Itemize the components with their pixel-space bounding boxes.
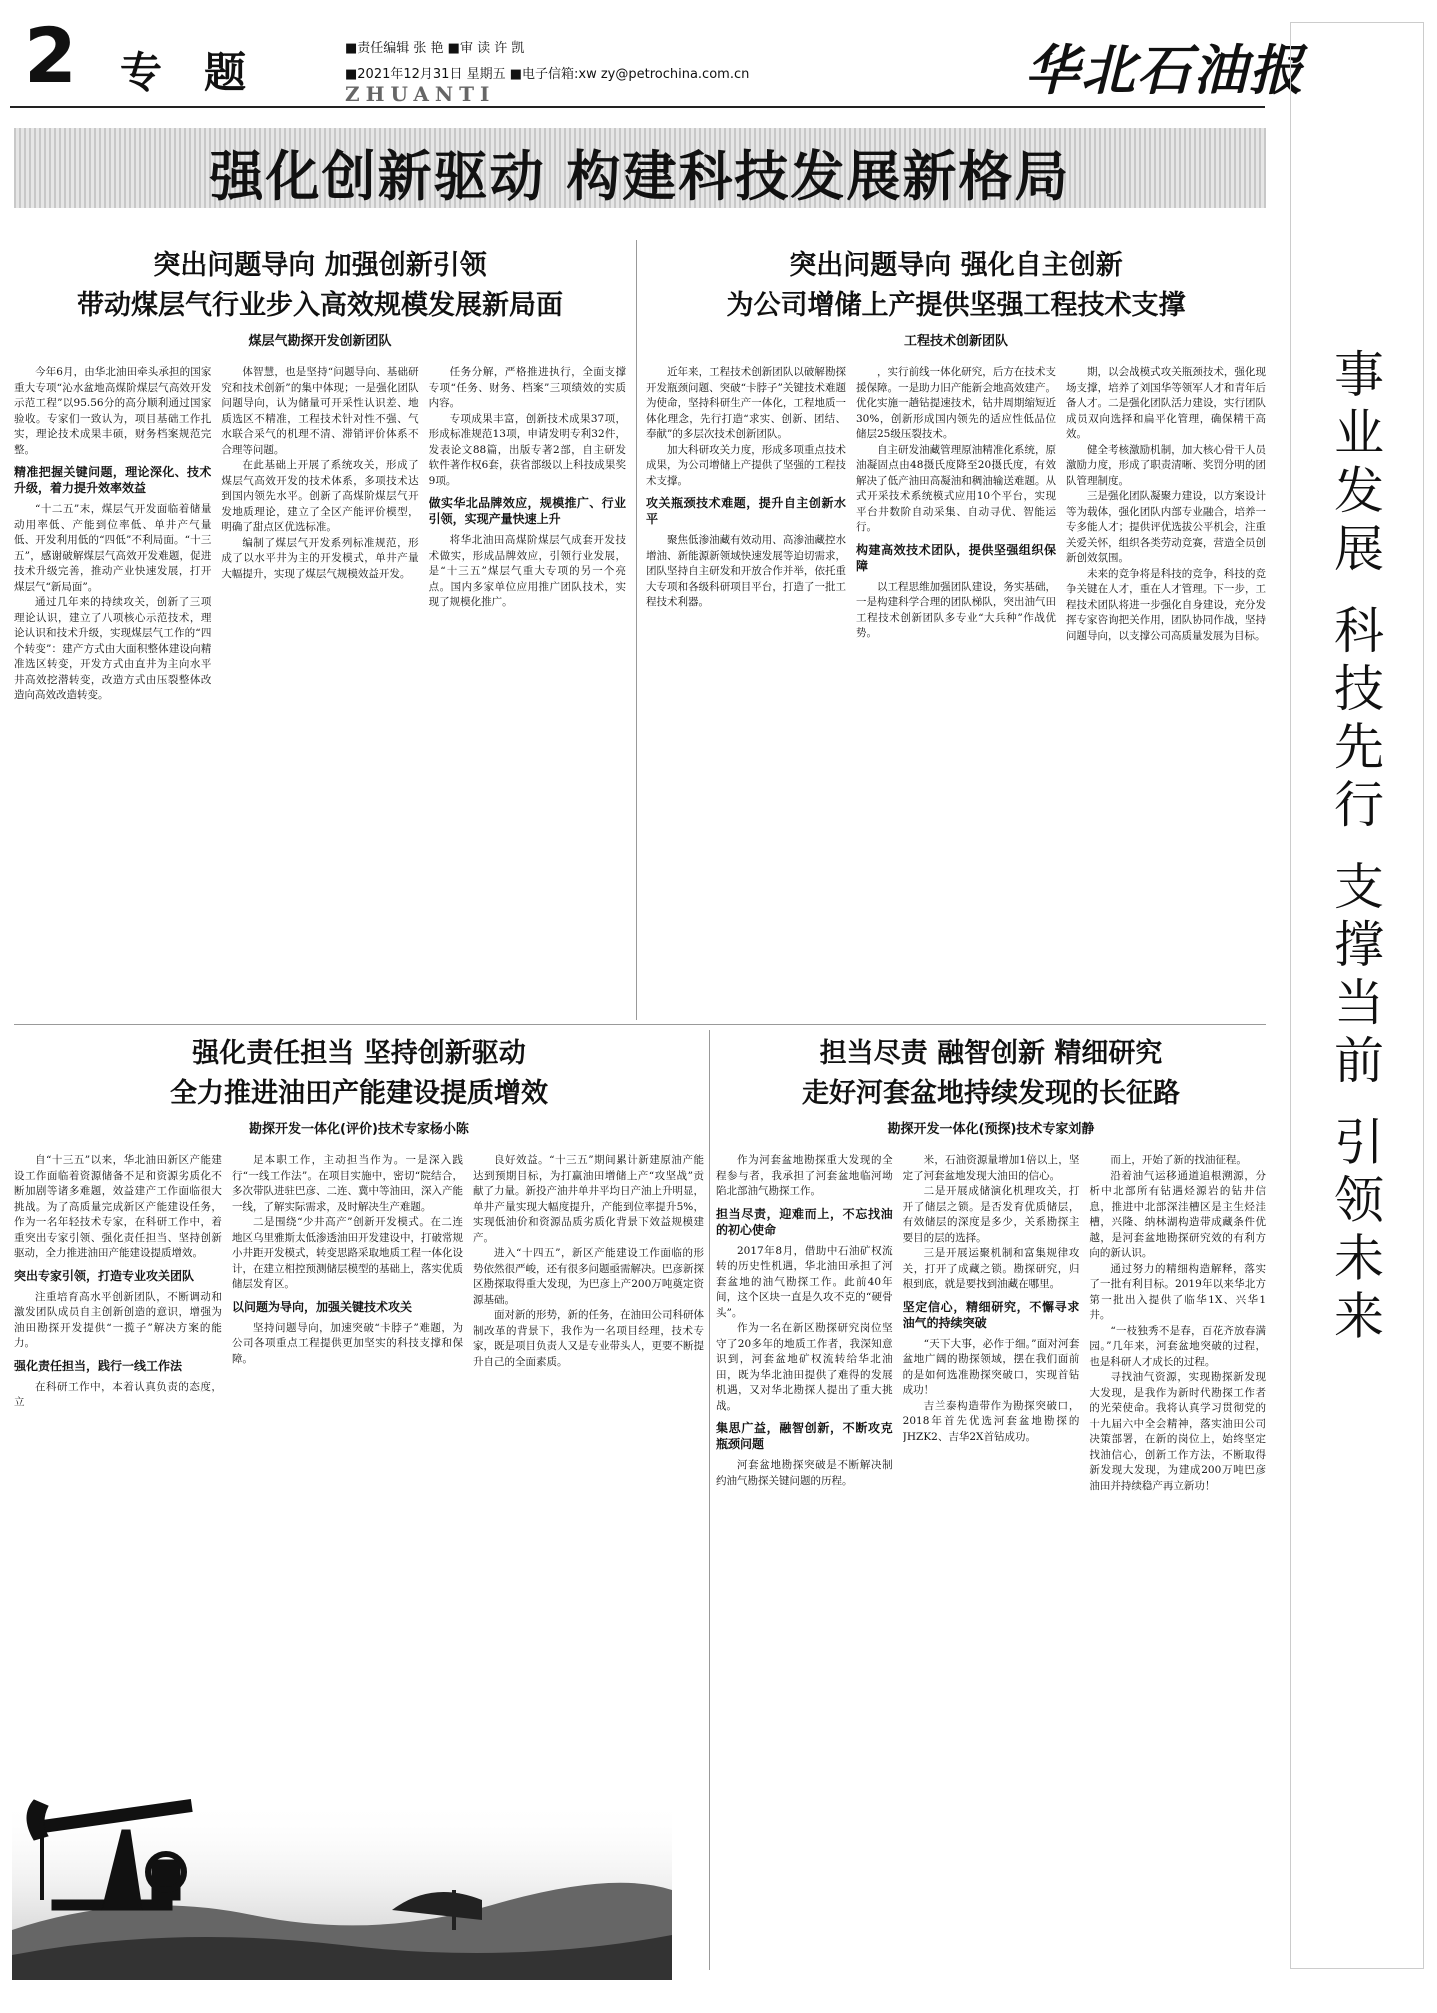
subheading: 坚定信心，精细研究，不懈寻求油气的持续突破 [902,1299,1080,1330]
headline-line1: 突出问题导向 加强创新引领 [153,250,487,281]
paragraph: 三是开展运聚机制和富集规律攻关，打开了成藏之锁。勘探研究，归根到底，就是要找到油藏在哪里。 [902,1247,1080,1290]
paragraph: 专项成果丰富，创新技术成果37项，形成标准规范13项，申请发明专利32件，发表论文88篇，出版专著2部，自主研发软件著作权6套，获省部级以上科技成果奖9项。 [428,412,626,487]
section-title: 专题 [120,48,289,97]
section-divider [14,1024,1266,1025]
body-column [1089,1153,1266,2013]
body-column [903,1153,1080,2013]
paragraph: 未来的竞争将是科技的竞争，科技的竞争关键在人才，重在人才管理。下一步，工程技术团队将进一步强化自身建设，充分发挥专家咨询把关作用，团队协同作战，坚持问题导向，以支撑公司高质量发展为目标。 [1066,567,1266,642]
paragraph: 沿着油气运移通道追根溯源，分析中北部所有钻遇烃源岩的钻井信息，推进中北部深洼槽区是主生烃洼槽，兴隆、纳林湖构造带成藏条件优越，是河套盆地勘探研究效的有利方向的新认识。 [1089,1169,1267,1259]
paragraph: 二是围绕“少井高产”创新开发模式。在二连地区乌里雅斯太低渗透油田开发建设中，打破常规小井距开发模式，转变思路采取地质工程一体化设计，在建立相控预测储层模型的基础上，落实优质储层发育区。 [231,1216,463,1290]
paragraph: 米，石油资源量增加1倍以上，坚定了河套盆地发现大油田的信心。 [902,1154,1080,1182]
paragraph: “天下大事，必作于细。”面对河套盆地广阔的勘探领域，摆在我们面前的是如何选准勘探突破口，实现首钻成功！ [902,1337,1080,1396]
subheading: 攻关瓶颈技术难题，提升自主创新水平 [646,496,846,526]
article-byline: 煤层气勘探开发创新团队 [248,334,392,349]
article-hetao-basin [716,1034,1266,2013]
paragraph: 在科研工作中，本着认真负责的态度，立 [14,1380,222,1408]
subheading: 做实华北品牌效应，规模推广、行业引领，实现产量快速上升 [428,496,626,526]
paragraph: 以工程思维加强团队建设，务实基础，一是构建科学合理的团队梯队，突出油气田工程技术创新团队多专业“大兵种”作战优势。 [856,580,1056,639]
paragraph: 将华北油田高煤阶煤层气成套开发技术做实，形成品牌效应，引领行业发展，是“十三五”煤层气重大专项的另一个亮点。国内多家单位应用推广团队技术，实现了规模化推广。 [428,534,626,608]
article-headline [14,1034,704,1114]
paragraph: 自“十三五”以来，华北油田新区产能建设工作面临着资源储备不足和资源劣质化不断加剧等诸多难题，效益建产工作面临很大挑战。为了高质量完成新区产能建设任务，作为一名年轻技术专家，在科研工作中，着重突出专家引领、强化责任担当、坚持创新驱动，全力推进油田产能建设提质增效。 [14,1154,222,1259]
paragraph: 今年6月，由华北油田牵头承担的国家重大专项“沁水盆地高煤阶煤层气高效开发示范工程”以95.56分的高分顺利通过国家验收。专家们一致认为，项目基础工作扎实，理论技术成果丰硕，财务档案规范完整。 [14,366,212,456]
article-byline: 勘探开发一体化(评价)技术专家杨小陈 [249,1122,469,1137]
paragraph: 通过努力的精细构造解释，落实了一批有利目标。2019年以来华北方第一批出入提供了临华1X、兴华1井。 [1089,1262,1267,1321]
paragraph: “一枝独秀不是春，百花齐放春满园。”几年来，河套盆地突破的过程，也是科研人才成长的过程。 [1089,1324,1267,1368]
paragraph: 坚持问题导向，加速突破“卡脖子”难题，为公司各项重点工程提供更加坚实的科技支撑和保障。 [231,1321,463,1365]
headline-line2: 带动煤层气行业步入高效规模发展新局面 [77,290,563,321]
headline-line1: 突出问题导向 强化自主创新 [789,250,1123,281]
paragraph: 河套盆地勘探突破是不断解决制约油气勘探关键问题的历程。 [716,1459,893,1487]
paragraph: 良好效益。“十三五”期间累计新建原油产能达到预期目标，为打赢油田增储上产“攻坚战”贡献了力量。新投产油井单井平均日产油上升明显，单井产量实现大幅度提升，产能到位率提升5%，实现低油价和资源品质劣质化背景下效益规模建产。 [472,1154,704,1244]
paragraph: “十二五”末，煤层气开发面临着储量动用率低、产能到位率低、单井产气量低、开发利用低的“四低”不利局面。“十三五”，感谢破解煤层气高效开发难题，促进技术升级完善，推动产业快速发展，打开煤层气“新局面”。 [14,503,212,593]
paragraph: 寻找油气资源，实现勘探新发现大发现，是我作为新时代勘探工作者的光荣使命。我将认真学习贯彻党的十九届六中全会精神，落实油田公司决策部署，在新的岗位上，始终坚定找油信心，创新工作方法，不断取得新发现大发现，为建成200万吨巴彦油田并持续稳产再立新功！ [1089,1371,1267,1492]
page-number: 2 [24,11,77,100]
column-divider [709,1030,710,1970]
subheading: 突出专家引领，打造专业攻关团队 [14,1268,195,1283]
paragraph: 作为一名在新区勘探研究岗位坚守了20多年的地质工作者，我深知意识到，河套盆地矿权流转给华北油田，既为华北油田提供了难得的发展机遇，又对华北勘探人提出了重大挑战。 [716,1322,893,1412]
banner-title: 强化创新驱动 构建科技发展新格局 [209,145,1071,208]
column-divider [636,240,637,1020]
paragraph: 体智慧，也是坚持“问题导向、基础研究和技术创新”的集中体现；一是强化团队问题导向，认为储量可开采性认识差、地质选区不精准，工程技术针对性不强、气水联合采气的机理不清、滞销评价体系不合理等问题。 [221,366,419,456]
paragraph: 而上，开始了新的找油征程。 [1110,1154,1247,1166]
article-byline: 工程技术创新团队 [903,334,1008,349]
vertical-slogan: 事业发展 科技先行 支撑当前 引领未来 [1326,348,1384,1348]
headline-line2: 全力推进油田产能建设提质增效 [170,1078,548,1109]
paragraph: 自主研发油藏管理原油精准化系统，原油凝固点由48摄氏度降至20摄氏度，有效解决了低产油田高凝油和稠油输送难题。从式开采技术系统模式应用10个平台，实现平台井数阶自动采集、自动寻优、智能运行。 [856,443,1056,533]
article-headline [14,246,626,326]
article-body [716,1153,1266,2013]
section-pinyin: ZHUANTI [345,82,496,106]
subheading: 构建高效技术团队，提供坚强组织保障 [856,542,1056,573]
paragraph: 聚焦低渗油藏有效动用、高渗油藏控水增油、新能源新领域快速发展等迫切需求，团队坚持自主研发和开放合作并举，依托重大专项和各级科研项目平台，打造了一批工程技术利器。 [646,534,846,608]
paragraph: 注重培育高水平创新团队，不断调动和激发团队成员自主创新创造的意识，增强为油田勘探开发提供“一揽子”解决方案的能力。 [14,1290,222,1349]
paragraph: 面对新的形势，新的任务，在油田公司科研体制改革的背景下，我作为一名项目经理，技术专家，既是项目负责人又是专业带头人，更要不断提升自己的全面素质。 [472,1309,704,1368]
headline-line2: 为公司增储上产提供坚强工程技术支撑 [726,290,1186,321]
paragraph: 编制了煤层气开发系列标准规范，形成了以水平井为主的开发模式，单井产量大幅提升，实现了煤层气规模效益开发。 [221,536,419,580]
paragraph: 三是强化团队凝聚力建设，以方案设计等为载体，强化团队内部专业融合，培养一专多能人才；提供评优选拔公平机会，注重关爱关怀，组织各类劳动竞赛，营造全员创新创效氛围。 [1066,490,1266,564]
paragraph: 二是开展成储演化机理攻关，打开了储层之锁。是否发育优质储层，有效储层的深度是多少，关系勘探主要目的层的选择。 [902,1185,1080,1244]
headline-line1: 强化责任担当 坚持创新驱动 [192,1038,526,1069]
article-headline [716,1034,1266,1114]
masthead-rule [10,106,1265,108]
date-line: ■2021年12月31日 星期五 ■电子信箱:xw zy@petrochina.com.cn [345,67,750,82]
paragraph: ，实行前线一体化研究，后方在技术支援保障。一是助力旧产能新会地高效建产。优化实施一趟钻提速技术，钻井周期缩短近30%，创新形成国内领先的适应性低品位储层25级压裂技术。 [856,366,1056,440]
headline-line1: 担当尽责 融智创新 精细研究 [819,1038,1163,1069]
subheading: 精准把握关键问题，理论深化、技术升级，着力提升效率效益 [14,465,212,495]
editor-line: ■责任编辑 张 艳 ■审 读 许 凯 [345,41,525,56]
paragraph: 足本职工作，主动担当作为。一是深入践行“一线工作法”。在项目实施中，密切“院结合，多次带队进驻巴彦、二连、冀中等油田，深入产能一线，了解实际需求，及时解决生产难题。 [231,1154,463,1213]
headline-line2: 走好河套盆地持续发现的长征路 [802,1078,1180,1109]
paragraph: 进入“十四五”，新区产能建设工作面临的形势依然很严峻，还有很多问题亟需解决。巴彦新探区勘探取得重大发现，为巴彦上产200万吨奠定资源基础。 [472,1247,704,1306]
paragraph: 作为河套盆地勘探重大发现的全程参与者，我承担了河套盆地临河坳陷北部油气勘探工作。 [716,1154,893,1197]
body-column [716,1153,893,2013]
paragraph: 任务分解，严格推进执行，全面支撑专项“任务、财务、档案”三项绩效的实质内容。 [428,366,626,409]
paragraph: 期，以会战模式攻关瓶颈技术，强化现场支撑，培养了刘国华等领军人才和青年后备人才。二是强化团队活力建设，实行团队成员双向选择和扁平化管理，确保精干高效。 [1066,366,1266,440]
masthead-meta [345,36,749,88]
paragraph: 加大科研攻关力度，形成多项重点技术成果，为公司增储上产提供了坚强的工程技术支撑。 [646,443,846,487]
newspaper-logo: 华北石油报 [1025,38,1305,102]
subheading: 以问题为导向，加强关键技术攻关 [231,1299,412,1314]
subheading: 集思广益，融智创新，不断攻克瓶颈问题 [716,1421,893,1451]
subheading: 担当尽责，迎难而上，不忘找油的初心使命 [716,1206,893,1237]
article-headline [646,246,1266,326]
paragraph: 在此基础上开展了系统攻关，形成了煤层气高效开发的技术体系，多项技术达到国内领先水平。创新了高煤阶煤层气开发地质理论，建立了全区产能评价模型，明确了甜点区优选标准。 [221,459,419,533]
oil-pumpjack-illustration [12,1740,672,1980]
paragraph: 2017年8月，借助中石油矿权流转的历史性机遇，华北油田承担了河套盆地的油气勘探工作。此前40年间，这个区块一直是久攻不克的“硬骨头”。 [716,1244,893,1319]
article-byline: 勘探开发一体化(预探)技术专家刘静 [887,1122,1095,1137]
paragraph: 吉兰泰构造带作为勘探突破口，2018年首先优选河套盆地勘探的JHZK2、吉华2X首钻成功。 [902,1399,1080,1443]
subheading: 强化责任担当，践行一线工作法 [14,1358,183,1373]
paragraph: 健全考核激励机制，加大核心骨干人员激励力度，形成了职责清晰、奖罚分明的团队管理制度。 [1066,443,1266,487]
paragraph: 近年来，工程技术创新团队以破解勘探开发瓶颈问题、突破“卡脖子”关键技术难题为使命，坚持科研生产一体化，工程地质一体化理念，先行打造“求实、创新、团结、奉献”的多层次技术创新团队。 [646,366,846,440]
paragraph: 通过几年来的持续攻关，创新了三项理论认识，建立了八项核心示范技术，理论认识和技术升级，实现煤层气工作的“四个转变”：建产方式由大面积整体建设向精准选区转变，开发方式由直井为主向水平井高效挖潜转变，改造方式由压裂整体改造向高效改造转变。 [14,596,212,701]
